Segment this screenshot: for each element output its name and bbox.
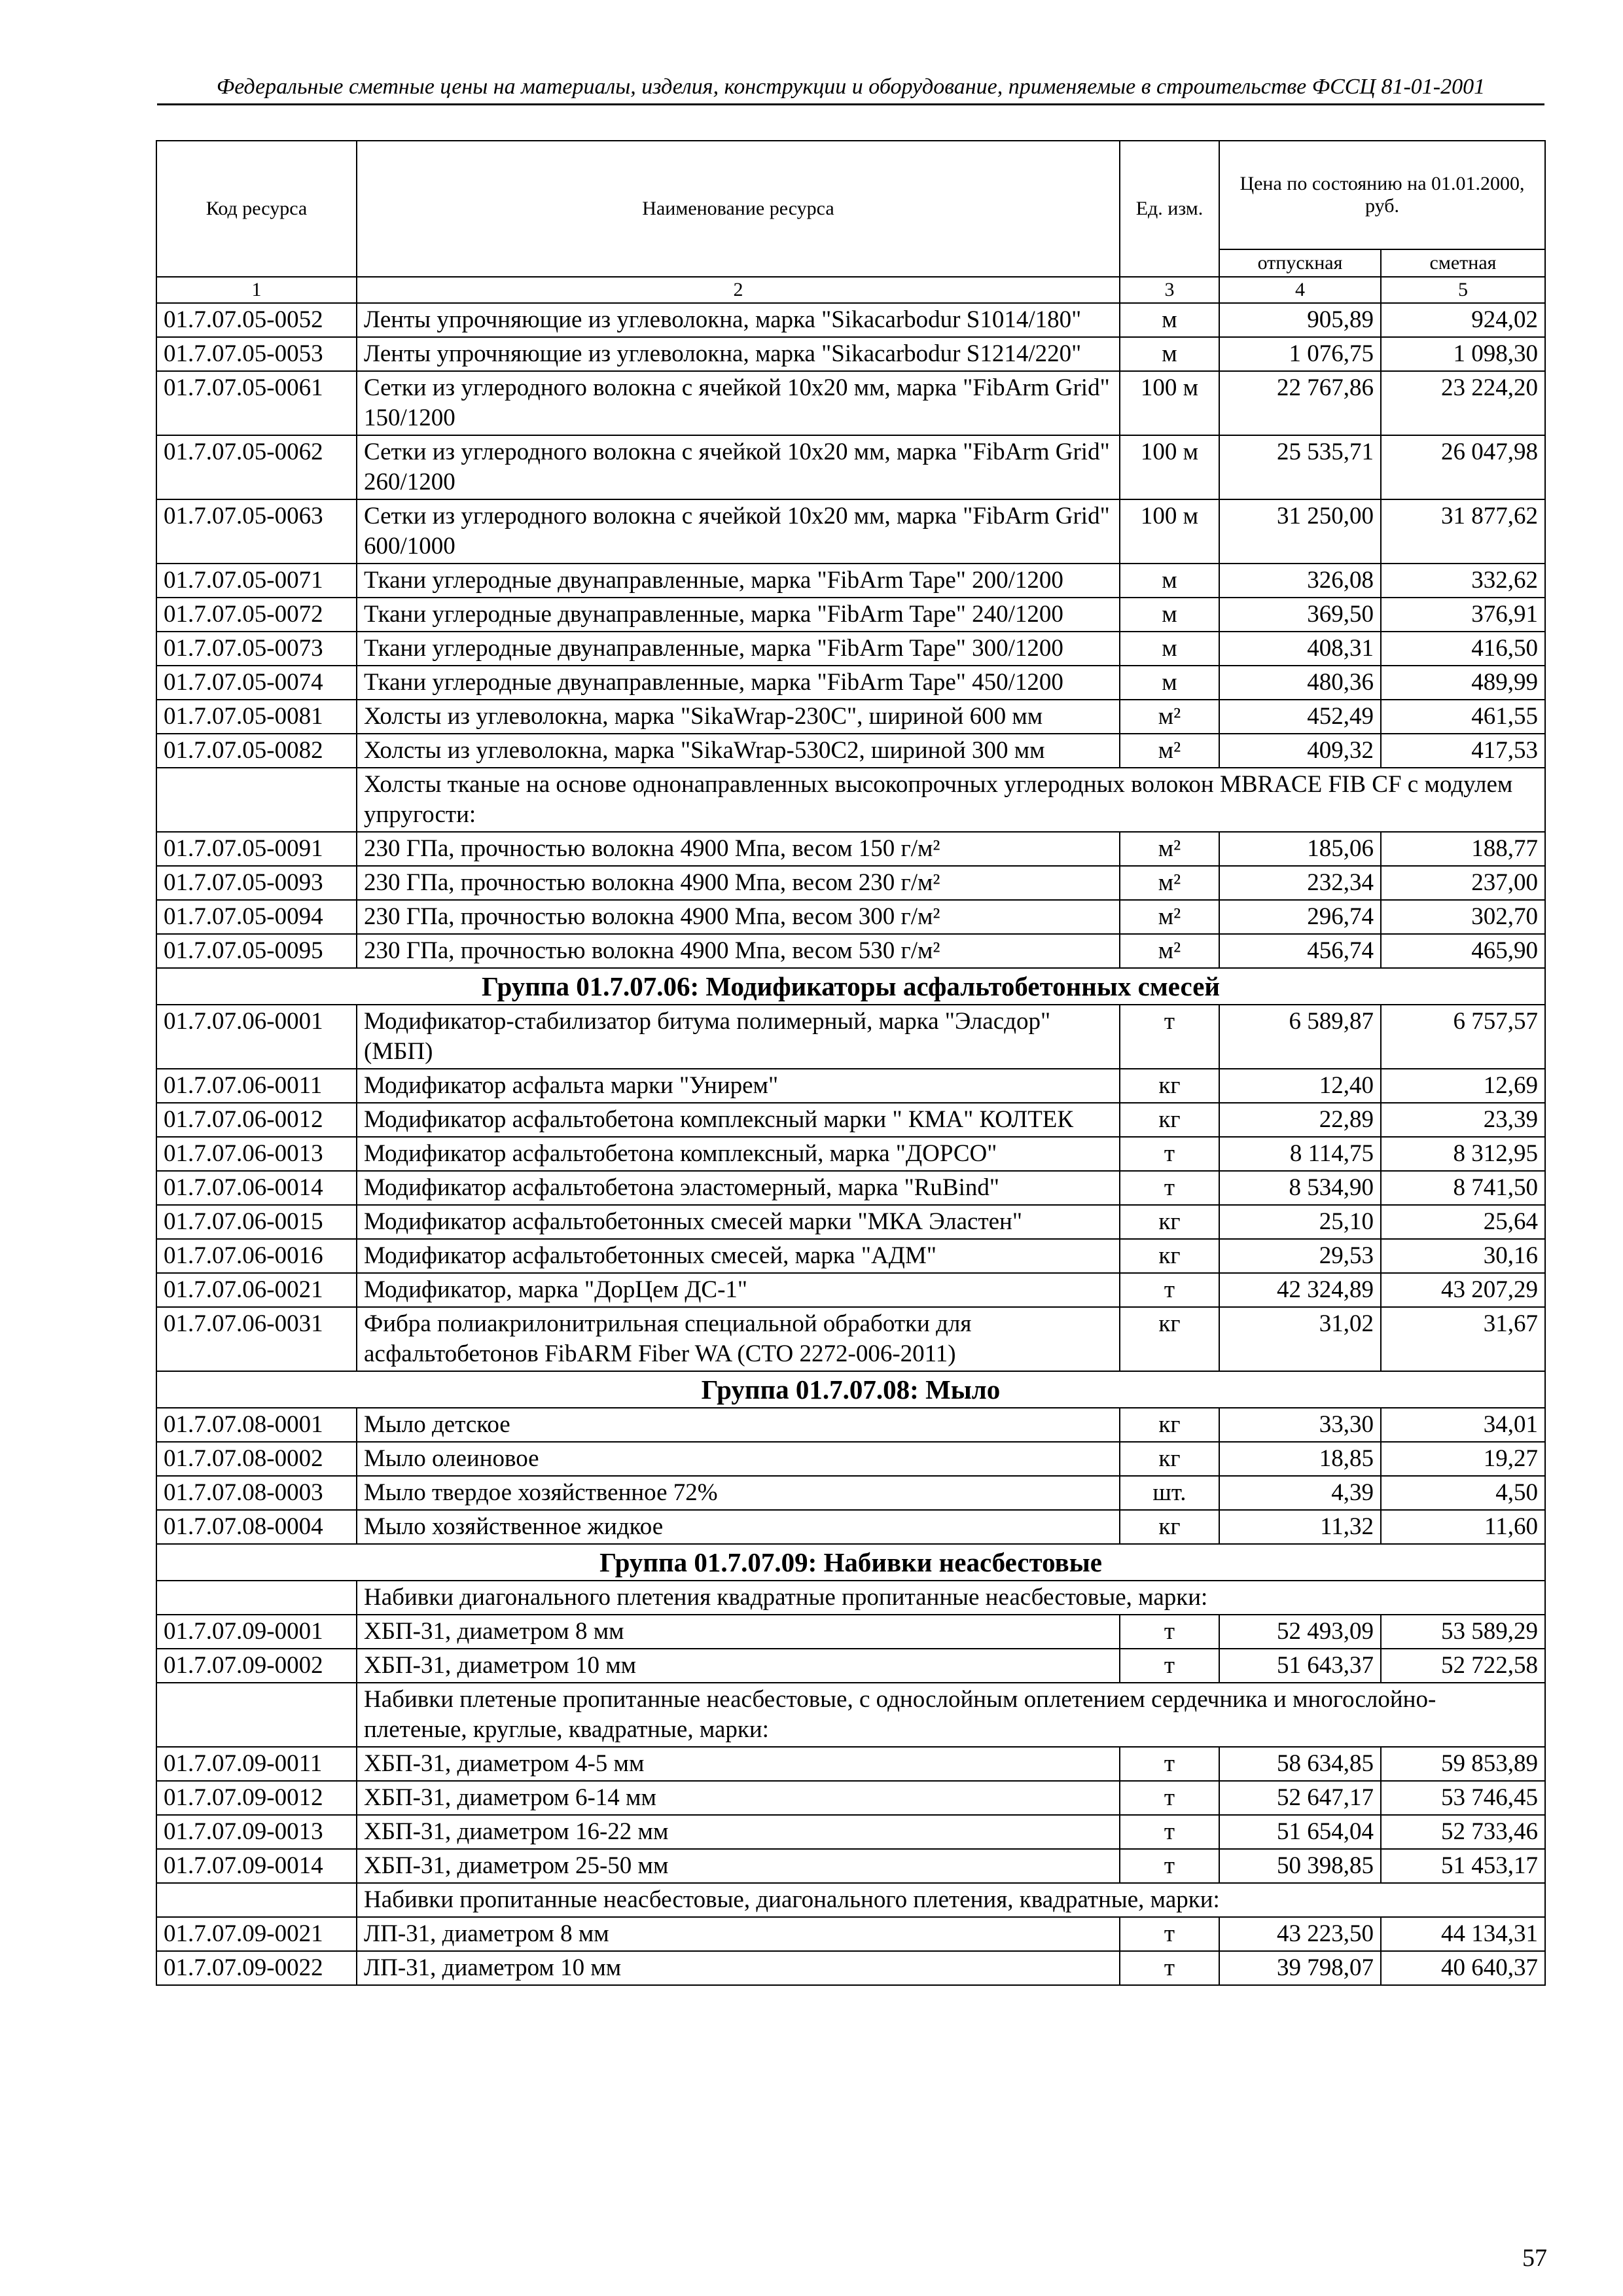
release-price: 22 767,86 xyxy=(1219,371,1381,435)
resource-code: 01.7.07.05-0052 xyxy=(156,303,357,337)
group-title: Группа 01.7.07.06: Модификаторы асфальтобетонных смесей xyxy=(156,968,1545,1005)
estimate-price: 25,64 xyxy=(1381,1205,1545,1239)
table-row xyxy=(156,1005,1545,1069)
unit-cell: м xyxy=(1120,632,1219,666)
table-row xyxy=(156,832,1545,866)
resource-code: 01.7.07.09-0012 xyxy=(156,1781,357,1815)
table-row xyxy=(156,1781,1545,1815)
release-price: 52 493,09 xyxy=(1219,1615,1381,1649)
unit-cell: м² xyxy=(1120,700,1219,734)
resource-name: Ленты упрочняющие из углеволокна, марка "Sikacarbodur S1214/220" xyxy=(357,337,1120,371)
resource-code: 01.7.07.06-0001 xyxy=(156,1005,357,1069)
estimate-price: 51 453,17 xyxy=(1381,1849,1545,1883)
resource-code: 01.7.07.05-0062 xyxy=(156,435,357,499)
table-row xyxy=(156,700,1545,734)
resource-code: 01.7.07.09-0001 xyxy=(156,1615,357,1649)
release-price: 185,06 xyxy=(1219,832,1381,866)
unit-cell: шт. xyxy=(1120,1476,1219,1510)
unit-cell: 100 м xyxy=(1120,435,1219,499)
estimate-price: 43 207,29 xyxy=(1381,1273,1545,1307)
table-row xyxy=(156,1917,1545,1951)
running-header: Федеральные сметные цены на материалы, изделия, конструкции и оборудование, применяемые в строительстве ФССЦ 81-01-2001 xyxy=(216,75,1486,99)
release-price: 39 798,07 xyxy=(1219,1951,1381,1985)
resource-name: Ткани углеродные двунаправленные, марка "FibArm Tape" 240/1200 xyxy=(357,598,1120,632)
resource-code: 01.7.07.09-0013 xyxy=(156,1815,357,1849)
release-price: 232,34 xyxy=(1219,866,1381,900)
resource-name: ЛП-31, диаметром 8 мм xyxy=(357,1917,1120,1951)
table-row xyxy=(156,1069,1545,1103)
unit-cell: 100 м xyxy=(1120,371,1219,435)
unit-cell: 100 м xyxy=(1120,499,1219,564)
release-price: 905,89 xyxy=(1219,303,1381,337)
unit-cell: т xyxy=(1120,1781,1219,1815)
resource-name: ХБП-31, диаметром 25-50 мм xyxy=(357,1849,1120,1883)
resource-name: Фибра полиакрилонитрильная специальной обработки для асфальтобетонов FibARM Fiber WA (СТО 2272-006-2011) xyxy=(357,1307,1120,1371)
table-row xyxy=(156,1476,1545,1510)
resource-name: Ткани углеродные двунаправленные, марка "FibArm Tape" 300/1200 xyxy=(357,632,1120,666)
unit-cell: кг xyxy=(1120,1408,1219,1442)
header-rule xyxy=(157,103,1544,105)
subheader-text: Холсты тканые на основе однонаправленных высокопрочных углеродных волокон MBRACE FIB CF с модулем упругости: xyxy=(357,768,1545,832)
unit-cell: м xyxy=(1120,303,1219,337)
resource-code: 01.7.07.05-0053 xyxy=(156,337,357,371)
table-row xyxy=(156,632,1545,666)
subheader-text: Набивки пропитанные неасбестовые, диагонального плетения, квадратные, марки: xyxy=(357,1883,1545,1917)
release-price: 8 114,75 xyxy=(1219,1137,1381,1171)
release-price: 296,74 xyxy=(1219,900,1381,934)
table-row xyxy=(156,734,1545,768)
estimate-price: 40 640,37 xyxy=(1381,1951,1545,1985)
release-price: 51 654,04 xyxy=(1219,1815,1381,1849)
unit-cell: т xyxy=(1120,1917,1219,1951)
resource-code: 01.7.07.05-0093 xyxy=(156,866,357,900)
unit-cell: т xyxy=(1120,1649,1219,1683)
col-number: 1 xyxy=(156,277,357,303)
release-price: 409,32 xyxy=(1219,734,1381,768)
table-row xyxy=(156,1239,1545,1273)
resource-code: 01.7.07.05-0082 xyxy=(156,734,357,768)
resource-code: 01.7.07.05-0074 xyxy=(156,666,357,700)
estimate-price: 11,60 xyxy=(1381,1510,1545,1544)
table-row xyxy=(156,337,1545,371)
unit-cell: т xyxy=(1120,1615,1219,1649)
price-table xyxy=(156,140,1546,1986)
group-title: Группа 01.7.07.08: Мыло xyxy=(156,1371,1545,1408)
estimate-price: 34,01 xyxy=(1381,1408,1545,1442)
resource-name: ХБП-31, диаметром 16-22 мм xyxy=(357,1815,1120,1849)
resource-name: Модификатор, марка "ДорЦем ДС-1" xyxy=(357,1273,1120,1307)
resource-name: 230 ГПа, прочностью волокна 4900 Мпа, весом 300 г/м² xyxy=(357,900,1120,934)
unit-cell: м xyxy=(1120,337,1219,371)
resource-name: Модификатор-стабилизатор битума полимерный, марка "Эласдор"(МБП) xyxy=(357,1005,1120,1069)
col-header-unit: Ед. изм. xyxy=(1120,141,1219,277)
resource-name: Ткани углеродные двунаправленные, марка "FibArm Tape" 450/1200 xyxy=(357,666,1120,700)
release-price: 43 223,50 xyxy=(1219,1917,1381,1951)
release-price: 408,31 xyxy=(1219,632,1381,666)
table-row xyxy=(156,371,1545,435)
release-price: 22,89 xyxy=(1219,1103,1381,1137)
resource-name: Сетки из углеродного волокна с ячейкой 10х20 мм, марка "FibArm Grid" 260/1200 xyxy=(357,435,1120,499)
subheader-row xyxy=(156,1883,1545,1917)
estimate-price: 30,16 xyxy=(1381,1239,1545,1273)
resource-code: 01.7.07.05-0094 xyxy=(156,900,357,934)
resource-name: ХБП-31, диаметром 4-5 мм xyxy=(357,1747,1120,1781)
table-row xyxy=(156,1307,1545,1371)
unit-cell: т xyxy=(1120,1171,1219,1205)
table-row xyxy=(156,666,1545,700)
resource-name: ЛП-31, диаметром 10 мм xyxy=(357,1951,1120,1985)
table-row xyxy=(156,1137,1545,1171)
empty-code-cell xyxy=(156,768,357,832)
table-row xyxy=(156,1442,1545,1476)
release-price: 326,08 xyxy=(1219,564,1381,598)
resource-name: Модификатор асфальтобетона эластомерный, марка "RuBind" xyxy=(357,1171,1120,1205)
unit-cell: т xyxy=(1120,1747,1219,1781)
release-price: 52 647,17 xyxy=(1219,1781,1381,1815)
estimate-price: 23,39 xyxy=(1381,1103,1545,1137)
resource-code: 01.7.07.06-0011 xyxy=(156,1069,357,1103)
estimate-price: 417,53 xyxy=(1381,734,1545,768)
table-body xyxy=(156,303,1545,1985)
resource-name: Мыло олеиновое xyxy=(357,1442,1120,1476)
table-row xyxy=(156,1815,1545,1849)
release-price: 4,39 xyxy=(1219,1476,1381,1510)
subheader-row xyxy=(156,1683,1545,1747)
estimate-price: 332,62 xyxy=(1381,564,1545,598)
unit-cell: м xyxy=(1120,598,1219,632)
resource-name: 230 ГПа, прочностью волокна 4900 Мпа, весом 530 г/м² xyxy=(357,934,1120,968)
col-number: 2 xyxy=(357,277,1120,303)
page-number: 57 xyxy=(1522,2244,1547,2272)
resource-code: 01.7.07.05-0095 xyxy=(156,934,357,968)
subheader-row xyxy=(156,1581,1545,1615)
empty-code-cell xyxy=(156,1581,357,1615)
resource-name: Модификатор асфальтобетонных смесей, марка "АДМ" xyxy=(357,1239,1120,1273)
resource-code: 01.7.07.09-0021 xyxy=(156,1917,357,1951)
release-price: 11,32 xyxy=(1219,1510,1381,1544)
estimate-price: 924,02 xyxy=(1381,303,1545,337)
resource-name: 230 ГПа, прочностью волокна 4900 Мпа, весом 230 г/м² xyxy=(357,866,1120,900)
estimate-price: 8 312,95 xyxy=(1381,1137,1545,1171)
resource-name: Мыло хозяйственное жидкое xyxy=(357,1510,1120,1544)
estimate-price: 8 741,50 xyxy=(1381,1171,1545,1205)
unit-cell: кг xyxy=(1120,1069,1219,1103)
table-row xyxy=(156,499,1545,564)
resource-code: 01.7.07.05-0063 xyxy=(156,499,357,564)
release-price: 6 589,87 xyxy=(1219,1005,1381,1069)
estimate-price: 53 746,45 xyxy=(1381,1781,1545,1815)
release-price: 58 634,85 xyxy=(1219,1747,1381,1781)
resource-name: ХБП-31, диаметром 8 мм xyxy=(357,1615,1120,1649)
release-price: 480,36 xyxy=(1219,666,1381,700)
group-header-row xyxy=(156,1371,1545,1408)
resource-code: 01.7.07.09-0002 xyxy=(156,1649,357,1683)
resource-code: 01.7.07.09-0022 xyxy=(156,1951,357,1985)
table-row xyxy=(156,1408,1545,1442)
table-row xyxy=(156,598,1545,632)
estimate-price: 237,00 xyxy=(1381,866,1545,900)
subheader-text: Набивки плетеные пропитанные неасбестовые, с однослойным оплетением сердечника и многослойно-плетеные, круглые, квадратные, марки: xyxy=(357,1683,1545,1747)
estimate-price: 44 134,31 xyxy=(1381,1917,1545,1951)
estimate-price: 26 047,98 xyxy=(1381,435,1545,499)
estimate-price: 19,27 xyxy=(1381,1442,1545,1476)
resource-code: 01.7.07.09-0011 xyxy=(156,1747,357,1781)
table-row xyxy=(156,1510,1545,1544)
release-price: 51 643,37 xyxy=(1219,1649,1381,1683)
unit-cell: кг xyxy=(1120,1239,1219,1273)
resource-name: Сетки из углеродного волокна с ячейкой 10х20 мм, марка "FibArm Grid" 600/1000 xyxy=(357,499,1120,564)
resource-code: 01.7.07.06-0016 xyxy=(156,1239,357,1273)
estimate-price: 6 757,57 xyxy=(1381,1005,1545,1069)
estimate-price: 31 877,62 xyxy=(1381,499,1545,564)
unit-cell: т xyxy=(1120,1137,1219,1171)
release-price: 25,10 xyxy=(1219,1205,1381,1239)
estimate-price: 465,90 xyxy=(1381,934,1545,968)
unit-cell: м² xyxy=(1120,934,1219,968)
unit-cell: кг xyxy=(1120,1307,1219,1371)
unit-cell: кг xyxy=(1120,1103,1219,1137)
release-price: 31 250,00 xyxy=(1219,499,1381,564)
unit-cell: м² xyxy=(1120,832,1219,866)
unit-cell: т xyxy=(1120,1849,1219,1883)
col-number: 4 xyxy=(1219,277,1381,303)
table-row xyxy=(156,1171,1545,1205)
resource-code: 01.7.07.05-0071 xyxy=(156,564,357,598)
release-price: 1 076,75 xyxy=(1219,337,1381,371)
estimate-price: 302,70 xyxy=(1381,900,1545,934)
col-number: 5 xyxy=(1381,277,1545,303)
table-row xyxy=(156,1615,1545,1649)
resource-code: 01.7.07.05-0081 xyxy=(156,700,357,734)
resource-code: 01.7.07.09-0014 xyxy=(156,1849,357,1883)
resource-code: 01.7.07.05-0061 xyxy=(156,371,357,435)
empty-code-cell xyxy=(156,1683,357,1747)
unit-cell: т xyxy=(1120,1005,1219,1069)
resource-name: Ленты упрочняющие из углеволокна, марка "Sikacarbodur S1014/180" xyxy=(357,303,1120,337)
release-price: 29,53 xyxy=(1219,1239,1381,1273)
resource-name: Модификатор асфальтобетонных смесей марки "МКА Эластен" xyxy=(357,1205,1120,1239)
resource-code: 01.7.07.06-0015 xyxy=(156,1205,357,1239)
resource-name: 230 ГПа, прочностью волокна 4900 Мпа, весом 150 г/м² xyxy=(357,832,1120,866)
release-price: 369,50 xyxy=(1219,598,1381,632)
estimate-price: 53 589,29 xyxy=(1381,1615,1545,1649)
unit-cell: м xyxy=(1120,666,1219,700)
empty-code-cell xyxy=(156,1883,357,1917)
resource-code: 01.7.07.08-0003 xyxy=(156,1476,357,1510)
estimate-price: 376,91 xyxy=(1381,598,1545,632)
resource-code: 01.7.07.06-0031 xyxy=(156,1307,357,1371)
table-row xyxy=(156,1273,1545,1307)
resource-code: 01.7.07.06-0021 xyxy=(156,1273,357,1307)
resource-name: Сетки из углеродного волокна с ячейкой 10х20 мм, марка "FibArm Grid" 150/1200 xyxy=(357,371,1120,435)
estimate-price: 461,55 xyxy=(1381,700,1545,734)
table-row xyxy=(156,900,1545,934)
col-header-release: отпускная xyxy=(1219,249,1381,277)
release-price: 50 398,85 xyxy=(1219,1849,1381,1883)
release-price: 452,49 xyxy=(1219,700,1381,734)
col-header-name: Наименование ресурса xyxy=(357,141,1120,277)
resource-code: 01.7.07.06-0013 xyxy=(156,1137,357,1171)
estimate-price: 416,50 xyxy=(1381,632,1545,666)
resource-name: Мыло твердое хозяйственное 72% xyxy=(357,1476,1120,1510)
subheader-row xyxy=(156,768,1545,832)
table-head xyxy=(156,141,1545,303)
col-number: 3 xyxy=(1120,277,1219,303)
estimate-price: 12,69 xyxy=(1381,1069,1545,1103)
resource-code: 01.7.07.05-0073 xyxy=(156,632,357,666)
unit-cell: м xyxy=(1120,564,1219,598)
unit-cell: кг xyxy=(1120,1510,1219,1544)
resource-name: Модификатор асфальта марки "Унирем" xyxy=(357,1069,1120,1103)
col-header-code: Код ресурса xyxy=(156,141,357,277)
estimate-price: 4,50 xyxy=(1381,1476,1545,1510)
table-row xyxy=(156,1951,1545,1985)
table-row xyxy=(156,303,1545,337)
col-header-estimate: сметная xyxy=(1381,249,1545,277)
resource-code: 01.7.07.08-0001 xyxy=(156,1408,357,1442)
resource-code: 01.7.07.08-0004 xyxy=(156,1510,357,1544)
unit-cell: кг xyxy=(1120,1442,1219,1476)
release-price: 42 324,89 xyxy=(1219,1273,1381,1307)
resource-code: 01.7.07.05-0072 xyxy=(156,598,357,632)
release-price: 8 534,90 xyxy=(1219,1171,1381,1205)
table-row xyxy=(156,934,1545,968)
estimate-price: 31,67 xyxy=(1381,1307,1545,1371)
estimate-price: 1 098,30 xyxy=(1381,337,1545,371)
unit-cell: м² xyxy=(1120,900,1219,934)
release-price: 33,30 xyxy=(1219,1408,1381,1442)
unit-cell: м² xyxy=(1120,866,1219,900)
table-row xyxy=(156,564,1545,598)
subheader-text: Набивки диагонального плетения квадратные пропитанные неасбестовые, марки: xyxy=(357,1581,1545,1615)
table-row xyxy=(156,1205,1545,1239)
release-price: 25 535,71 xyxy=(1219,435,1381,499)
estimate-price: 59 853,89 xyxy=(1381,1747,1545,1781)
unit-cell: т xyxy=(1120,1815,1219,1849)
estimate-price: 188,77 xyxy=(1381,832,1545,866)
group-title: Группа 01.7.07.09: Набивки неасбестовые xyxy=(156,1544,1545,1581)
group-header-row xyxy=(156,1544,1545,1581)
release-price: 12,40 xyxy=(1219,1069,1381,1103)
table-row xyxy=(156,1849,1545,1883)
resource-name: Модификатор асфальтобетона комплексный марки " КМА" КОЛТЕК xyxy=(357,1103,1120,1137)
table-row xyxy=(156,866,1545,900)
table-row xyxy=(156,1747,1545,1781)
release-price: 456,74 xyxy=(1219,934,1381,968)
unit-cell: т xyxy=(1120,1273,1219,1307)
unit-cell: т xyxy=(1120,1951,1219,1985)
resource-name: Модификатор асфальтобетона комплексный, марка "ДОРСО" xyxy=(357,1137,1120,1171)
resource-code: 01.7.07.06-0014 xyxy=(156,1171,357,1205)
unit-cell: кг xyxy=(1120,1205,1219,1239)
resource-name: ХБП-31, диаметром 10 мм xyxy=(357,1649,1120,1683)
release-price: 31,02 xyxy=(1219,1307,1381,1371)
estimate-price: 23 224,20 xyxy=(1381,371,1545,435)
resource-name: ХБП-31, диаметром 6-14 мм xyxy=(357,1781,1120,1815)
estimate-price: 52 733,46 xyxy=(1381,1815,1545,1849)
col-header-price: Цена по состоянию на 01.01.2000, руб. xyxy=(1219,141,1545,249)
table-row xyxy=(156,1649,1545,1683)
table-row xyxy=(156,435,1545,499)
resource-name: Мыло детское xyxy=(357,1408,1120,1442)
estimate-price: 489,99 xyxy=(1381,666,1545,700)
resource-code: 01.7.07.06-0012 xyxy=(156,1103,357,1137)
estimate-price: 52 722,58 xyxy=(1381,1649,1545,1683)
group-header-row xyxy=(156,968,1545,1005)
resource-name: Ткани углеродные двунаправленные, марка "FibArm Tape" 200/1200 xyxy=(357,564,1120,598)
unit-cell: м² xyxy=(1120,734,1219,768)
resource-name: Холсты из углеволокна, марка "SikaWrap-230C", шириной 600 мм xyxy=(357,700,1120,734)
resource-code: 01.7.07.05-0091 xyxy=(156,832,357,866)
release-price: 18,85 xyxy=(1219,1442,1381,1476)
table-row xyxy=(156,1103,1545,1137)
resource-code: 01.7.07.08-0002 xyxy=(156,1442,357,1476)
resource-name: Холсты из углеволокна, марка "SikaWrap-530C2, шириной 300 мм xyxy=(357,734,1120,768)
